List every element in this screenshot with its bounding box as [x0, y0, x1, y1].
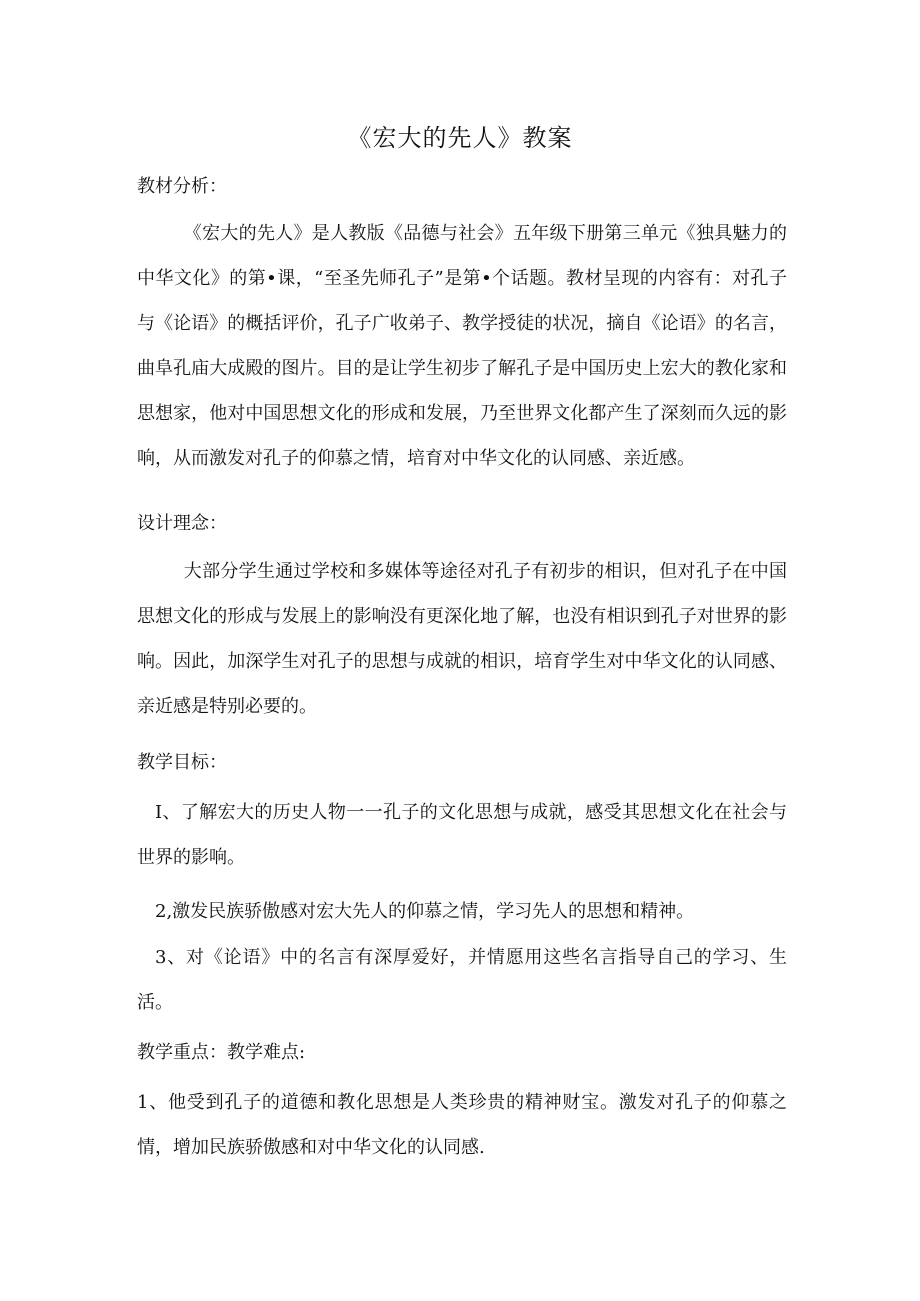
key-point-item-1: 1、他受到孔子的道德和教化思想是人类珍贵的精神财宝。激发对孔子的仰慕之情，增加民族骄傲感和对中华文化的认同感.	[137, 1092, 787, 1158]
materials-paragraph: 《宏大的先人》是人教版《品德与社会》五年级下册第三单元《独具魅力的中华文化》的第•课，“至圣先师孔子”是第•个话题。教材呈现的内容有：对孔子与《论语》的概括评价，孔子广收弟子、教学授徒的状况，摘自《论语》的名言，曲阜孔庙大成殿的图片。目的是让学生初步了解孔子是中国历史上宏大的教化家和思想家，他对中国思想文化的形成和发展，乃至世界文化都产生了深刻而久远的影响，从而激发对孔子的仰慕之情，培育对中华文化的认同感、亲近感。	[137, 223, 787, 469]
objective-item-1: I、了解宏大的历史人物一一孔子的文化思想与成就，感受其思想文化在社会与世界的影响。	[137, 802, 787, 868]
design-heading: 设计理念：	[137, 513, 227, 534]
objective-item-3: 3、对《论语》中的名言有深厚爱好，并情愿用这些名言指导自己的学习、生活。	[137, 947, 787, 1013]
materials-heading: 教材分析：	[137, 176, 227, 197]
objective-item-2: 2,激发民族骄傲感对宏大先人的仰慕之情，学习先人的思想和精神。	[155, 901, 695, 922]
key-points-heading: 教学重点：教学难点:	[137, 1042, 306, 1063]
design-paragraph: 大部分学生通过学校和多媒体等途径对孔子有初步的相识，但对孔子在中国思想文化的形成与发展上的影响没有更深化地了解，也没有相识到孔子对世界的影响。因此，加深学生对孔子的思想与成就的相识，培育学生对中华文化的认同感、亲近感是特别必要的。	[137, 561, 787, 717]
objectives-heading: 教学目标：	[137, 752, 227, 773]
document-title: 《宏大的先人》教案	[347, 124, 573, 152]
